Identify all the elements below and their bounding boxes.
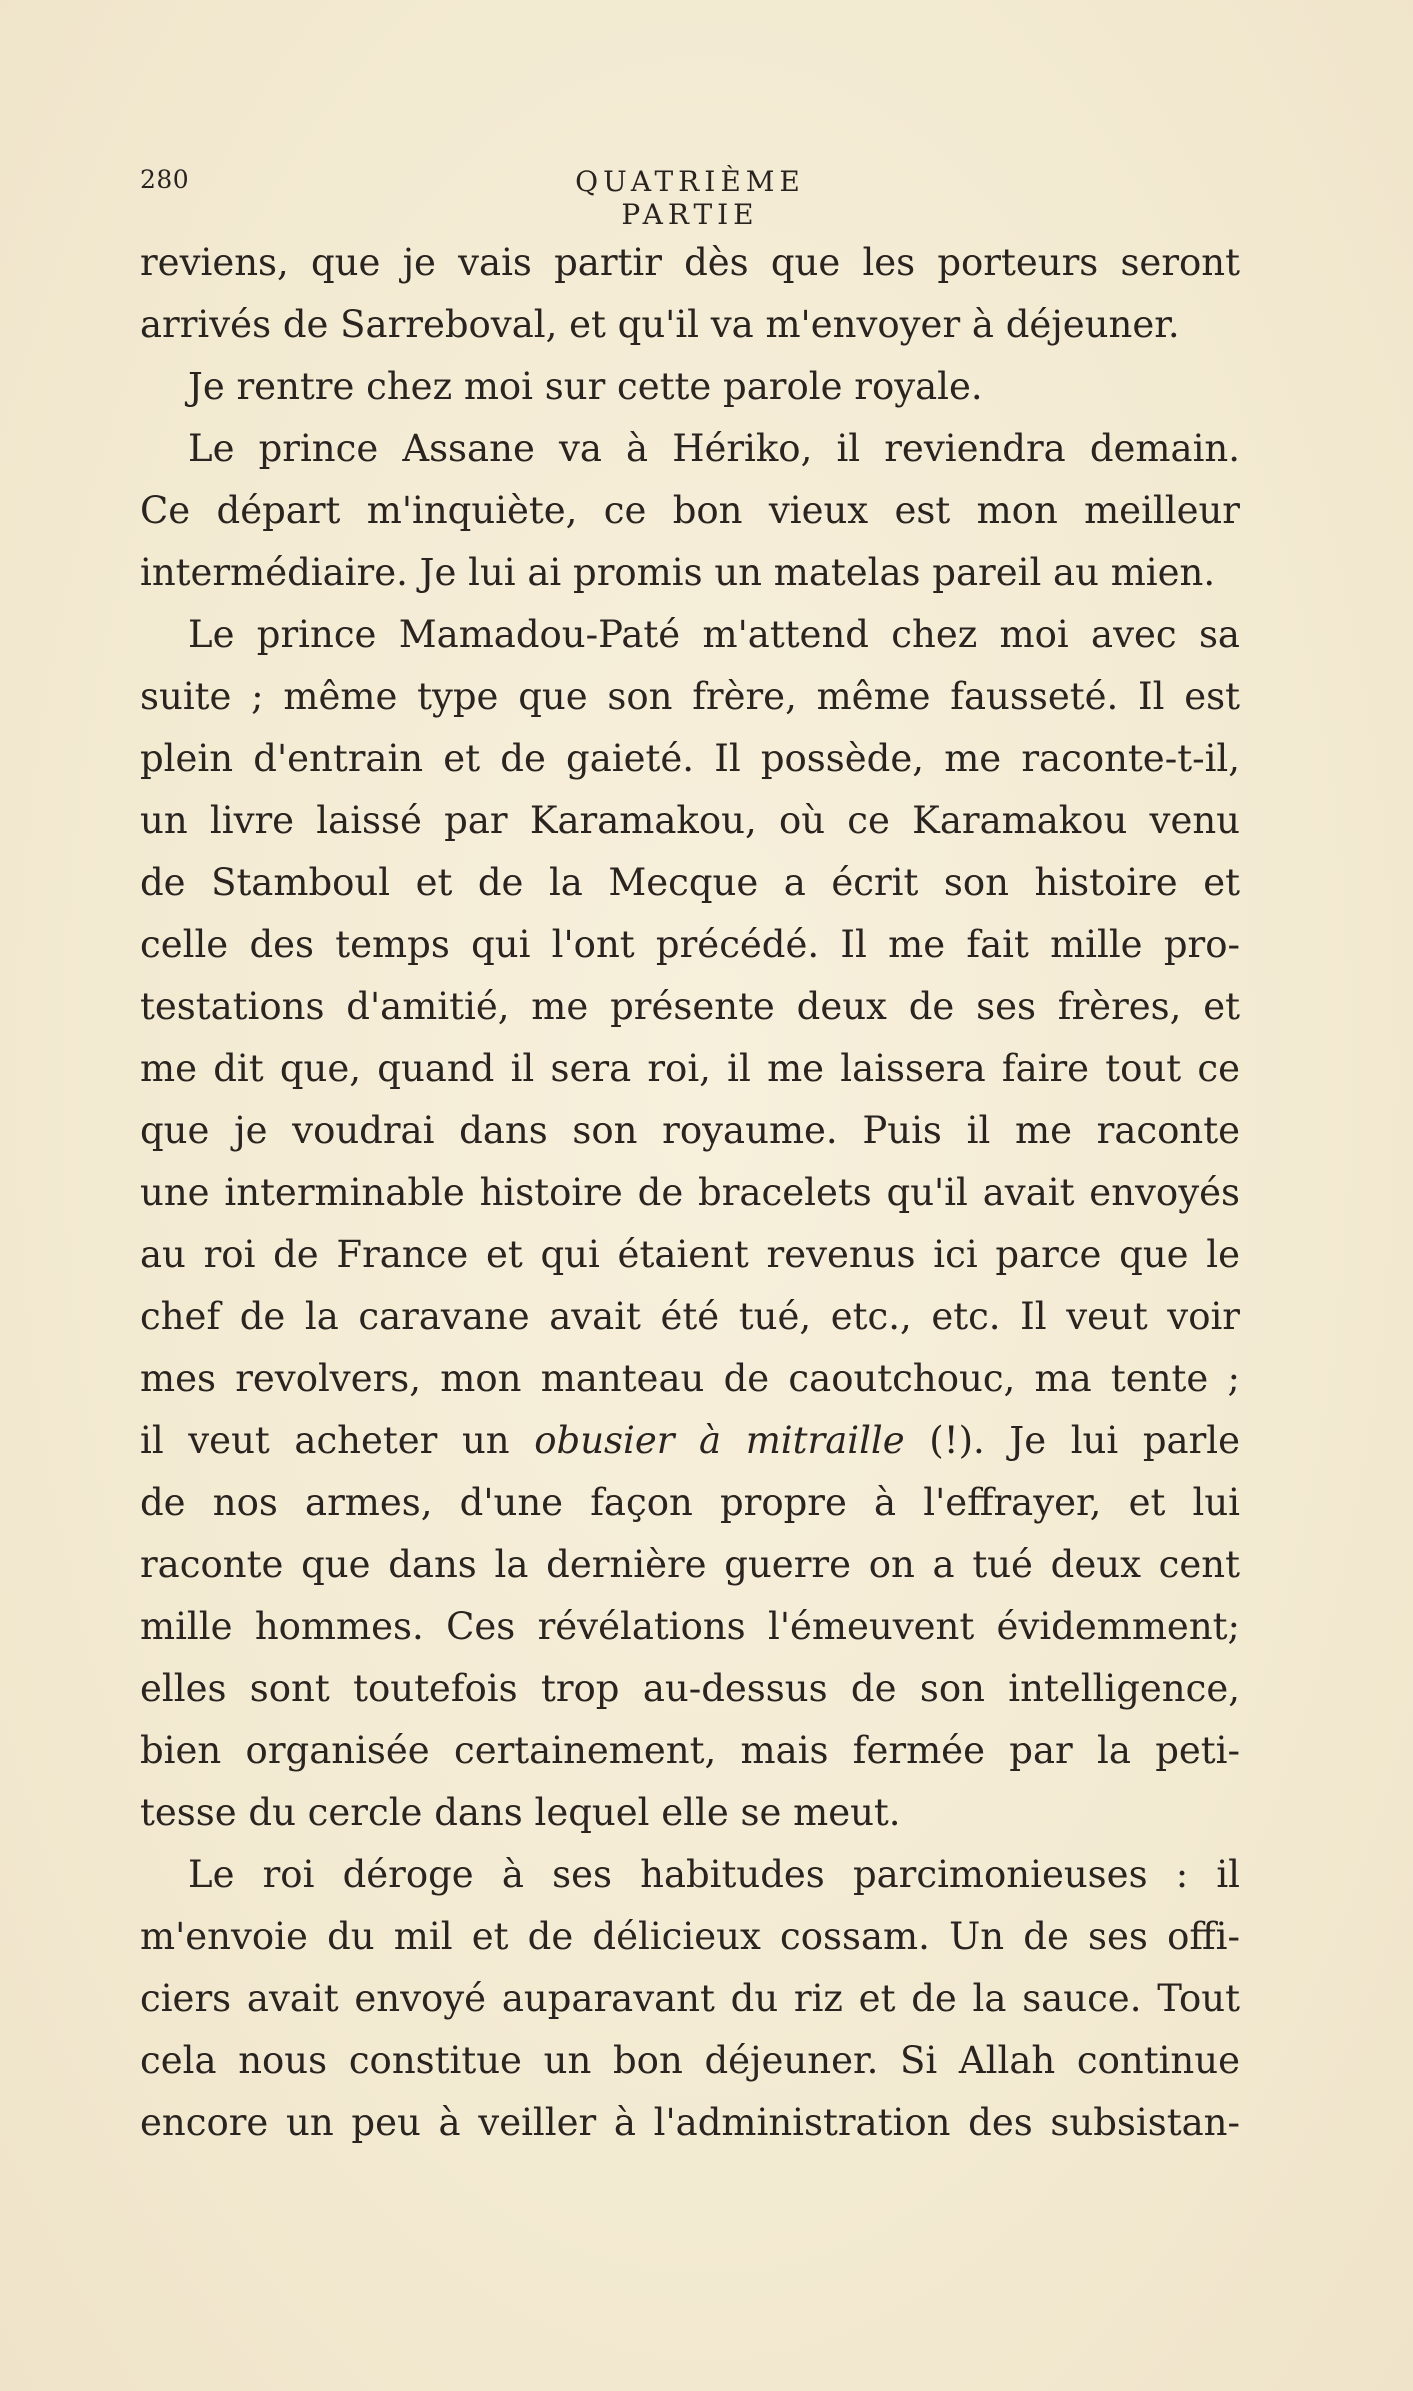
text-line: plein d'entrain et de gaieté. Il possède, me raconte-t-il, — [140, 737, 1240, 780]
text-line: mille hommes. Ces révélations l'émeuvent évidemment; — [140, 1605, 1240, 1648]
text-line: celle des temps qui l'ont précédé. Il me fait mille pro- — [140, 923, 1240, 966]
text-line: raconte que dans la dernière guerre on a tué deux cent — [140, 1543, 1240, 1586]
text-line: suite ; même type que son frère, même fausseté. Il est — [140, 675, 1240, 718]
text-line: bien organisée certainement, mais fermée par la peti- — [140, 1729, 1240, 1772]
text-line: mes revolvers, mon manteau de caoutchouc, ma tente ; — [140, 1357, 1240, 1400]
text-line: elles sont toutefois trop au-dessus de son intelligence, — [140, 1667, 1240, 1710]
text-line: Je rentre chez moi sur cette parole royale. — [188, 365, 983, 408]
text-line: un livre laissé par Karamakou, où ce Karamakou venu — [140, 799, 1240, 842]
text-line: arrivés de Sarreboval, et qu'il va m'envoyer à déjeuner. — [140, 303, 1180, 346]
running-head: QUATRIÈME PARTIE — [575, 165, 805, 231]
text-line: me dit que, quand il sera roi, il me laissera faire tout ce — [140, 1047, 1240, 1090]
text-line: ciers avait envoyé auparavant du riz et de la sauce. Tout — [140, 1977, 1240, 2020]
text-line: encore un peu à veiller à l'administration des subsistan- — [140, 2101, 1240, 2144]
text-line: de Stamboul et de la Mecque a écrit son histoire et — [140, 861, 1240, 904]
text-line: que je voudrai dans son royaume. Puis il me raconte — [140, 1109, 1240, 1152]
page-header — [140, 165, 1240, 231]
text-line: une interminable histoire de bracelets qu'il avait envoyés — [140, 1171, 1240, 1214]
text-line: Le roi déroge à ses habitudes parcimonieuses : il — [188, 1853, 1240, 1896]
line-text-pre: il veut acheter un — [140, 1419, 535, 1462]
text-line: au roi de France et qui étaient revenus ici parce que le — [140, 1233, 1240, 1276]
text-line: tesse du cercle dans lequel elle se meut. — [140, 1791, 901, 1834]
body-text — [140, 232, 1240, 2154]
text-line: Le prince Mamadou-Paté m'attend chez moi avec sa — [188, 613, 1240, 656]
text-line: reviens, que je vais partir dès que les porteurs seront — [140, 241, 1240, 284]
text-line: m'envoie du mil et de délicieux cossam. Un de ses offi- — [140, 1915, 1240, 1958]
line-text-post: (!). Je lui parle — [904, 1419, 1240, 1462]
text-line: de nos armes, d'une façon propre à l'effrayer, et lui — [140, 1481, 1240, 1524]
text-line: intermédiaire. Je lui ai promis un matelas pareil au mien. — [140, 551, 1216, 594]
text-line: Le prince Assane va à Hériko, il reviendra demain. — [188, 427, 1240, 470]
text-line: testations d'amitié, me présente deux de ses frères, et — [140, 985, 1240, 1028]
page-number: 280 — [140, 165, 190, 194]
text-line: Ce départ m'inquiète, ce bon vieux est mon meilleur — [140, 489, 1240, 532]
text-line: cela nous constitue un bon déjeuner. Si Allah continue — [140, 2039, 1240, 2082]
italic-phrase: obusier à mitraille — [534, 1419, 905, 1462]
text-line-with-italic — [140, 1410, 1240, 1472]
text-line: chef de la caravane avait été tué, etc., etc. Il veut voir — [140, 1295, 1240, 1338]
